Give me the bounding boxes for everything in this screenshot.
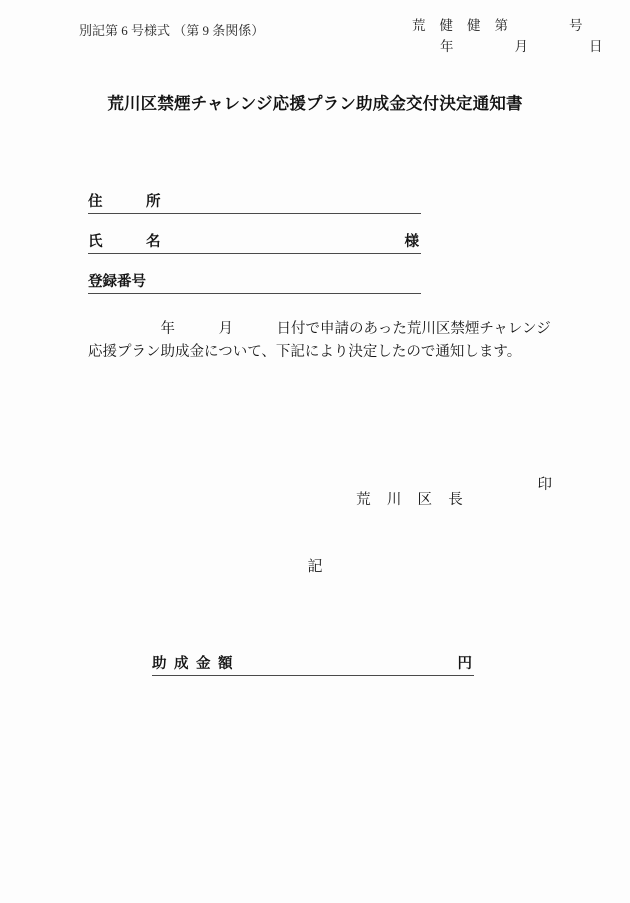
grant-amount-label: 助 成 金 額 bbox=[152, 655, 235, 672]
grant-amount-unit: 円 bbox=[457, 655, 472, 672]
page-title: 荒川区禁煙チャレンジ応援プラン助成金交付決定通知書 bbox=[107, 95, 523, 113]
registration-number-field-row bbox=[88, 254, 421, 294]
document-date: 年 月 日 bbox=[440, 39, 608, 54]
name-field-label: 氏 名 bbox=[88, 233, 161, 250]
name-field-row bbox=[88, 214, 421, 254]
grant-amount-row bbox=[152, 645, 474, 676]
name-honorific-suffix: 様 bbox=[404, 233, 419, 250]
address-field-label: 住 所 bbox=[88, 193, 161, 210]
form-number: 別記第 6 号様式 （第 9 条関係） bbox=[79, 23, 265, 38]
document-number: 荒 健 健 第 号 bbox=[412, 18, 588, 33]
issuer-block bbox=[340, 478, 560, 536]
seal-mark: 印 bbox=[537, 477, 552, 493]
body-paragraph: 年 月 日付で申請のあった荒川区禁煙チャレンジ応援プラン助成金について、下記により決定したので通知します。 bbox=[88, 321, 551, 361]
address-field-row bbox=[88, 174, 421, 214]
registration-number-field-label: 登録番号 bbox=[88, 273, 146, 290]
recipient-fields bbox=[88, 174, 421, 294]
section-marker: 記 bbox=[307, 558, 323, 575]
issuer-name: 荒 川 区 長 bbox=[356, 491, 469, 508]
